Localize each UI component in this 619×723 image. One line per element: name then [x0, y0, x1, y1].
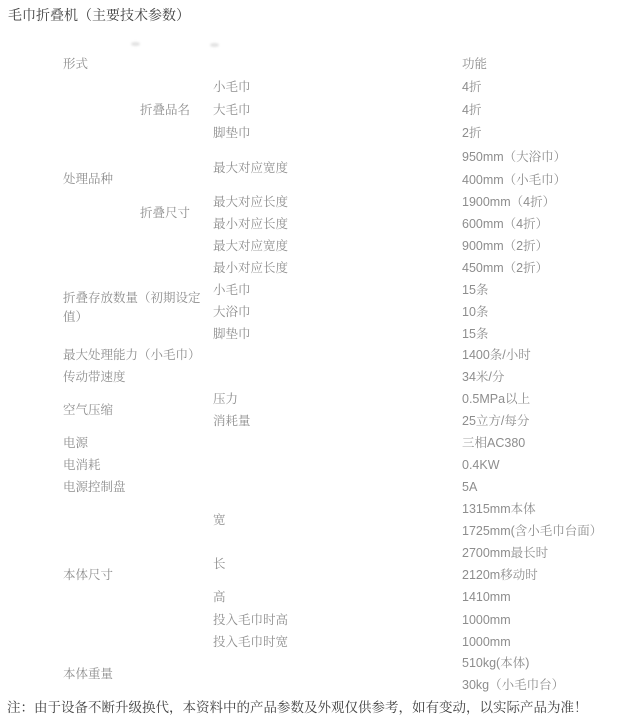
- spec-cell: 1315mm本体: [462, 502, 536, 516]
- spec-cell: 15条: [462, 283, 489, 297]
- spec-cell: 处理品种: [63, 172, 114, 186]
- spec-cell: 2120m移动时: [462, 568, 538, 582]
- spec-cell: 本体尺寸: [63, 568, 114, 582]
- spec-cell: 510kg(本体): [462, 656, 530, 670]
- spec-cell: 最大对应宽度: [213, 239, 289, 253]
- spec-cell: 大毛巾: [213, 103, 251, 117]
- spec-cell: 宽: [213, 513, 226, 527]
- spec-cell: 1000mm: [462, 613, 511, 627]
- spec-cell: 0.5MPa以上: [462, 392, 531, 406]
- spec-cell: 脚垫巾: [213, 126, 251, 140]
- spec-cell: 最大对应宽度: [213, 161, 289, 175]
- spec-cell: 10条: [462, 305, 489, 319]
- spec-cell: 高: [213, 590, 226, 604]
- spec-cell: 本体重量: [63, 667, 114, 681]
- spec-cell: 最小对应长度: [213, 261, 289, 275]
- spec-cell: 1900mm（4折）: [462, 195, 556, 209]
- spec-cell: 1410mm: [462, 590, 511, 604]
- spec-cell: 5A: [462, 480, 478, 494]
- spec-cell: 4折: [462, 103, 482, 117]
- footnote: 注：由于设备不断升级换代，本资料中的产品参数及外观仅供参考，如有变动，以实际产品为准！: [7, 700, 588, 715]
- spec-cell: 1400条/小时: [462, 348, 531, 362]
- spec-cell: 脚垫巾: [213, 327, 251, 341]
- spec-cell: 长: [213, 557, 226, 571]
- spec-cell: 投入毛巾时宽: [213, 635, 289, 649]
- spec-cell: 400mm（小毛巾）: [462, 173, 567, 187]
- spec-cell: 折叠存放数量（初期设定值）: [63, 291, 201, 324]
- spec-cell: 25立方/每分: [462, 414, 530, 428]
- spec-cell: 折叠品名: [140, 103, 191, 117]
- spec-cell: 功能: [462, 57, 488, 71]
- spec-cell: 消耗量: [213, 414, 251, 428]
- spec-cell: 2700mm最长时: [462, 546, 549, 560]
- spec-cell: 0.4KW: [462, 458, 500, 472]
- spec-cell: 电消耗: [63, 458, 101, 472]
- spec-cell: 电源: [63, 436, 89, 450]
- spec-cell: 450mm（2折）: [462, 261, 549, 275]
- spec-cell: 最大对应长度: [213, 195, 289, 209]
- spec-cell: 投入毛巾时高: [213, 613, 289, 627]
- spec-cell: 折叠尺寸: [140, 206, 191, 220]
- spec-cell: 小毛巾: [213, 80, 251, 94]
- spec-cell: 950mm（大浴巾）: [462, 150, 567, 164]
- spec-cell: 形式: [63, 57, 89, 71]
- spec-cell: 小毛巾: [213, 283, 251, 297]
- spec-cell: 最大处理能力（小毛巾）: [63, 348, 201, 362]
- spec-cell: 2折: [462, 126, 482, 140]
- page-title: 毛巾折叠机（主要技术参数）: [8, 9, 190, 24]
- spec-cell: 传动带速度: [63, 370, 126, 384]
- spec-cell: 最小对应长度: [213, 217, 289, 231]
- spec-cell: 30kg（小毛巾台）: [462, 678, 565, 692]
- spec-cell: 34米/分: [462, 370, 505, 384]
- spec-cell: 900mm（2折）: [462, 239, 549, 253]
- spec-cell: 1000mm: [462, 635, 511, 649]
- spec-cell: 空气压缩: [63, 403, 114, 417]
- spec-cell: 600mm（4折）: [462, 217, 549, 231]
- spec-cell: 压力: [213, 392, 239, 406]
- spec-cell: 1725mm(含小毛巾台面）: [462, 524, 603, 538]
- spec-cell: 4折: [462, 80, 482, 94]
- spec-cell: 15条: [462, 327, 489, 341]
- spec-cell: 三相AC380: [462, 436, 526, 450]
- spec-cell: 电源控制盘: [63, 480, 126, 494]
- spec-cell: 大浴巾: [213, 305, 251, 319]
